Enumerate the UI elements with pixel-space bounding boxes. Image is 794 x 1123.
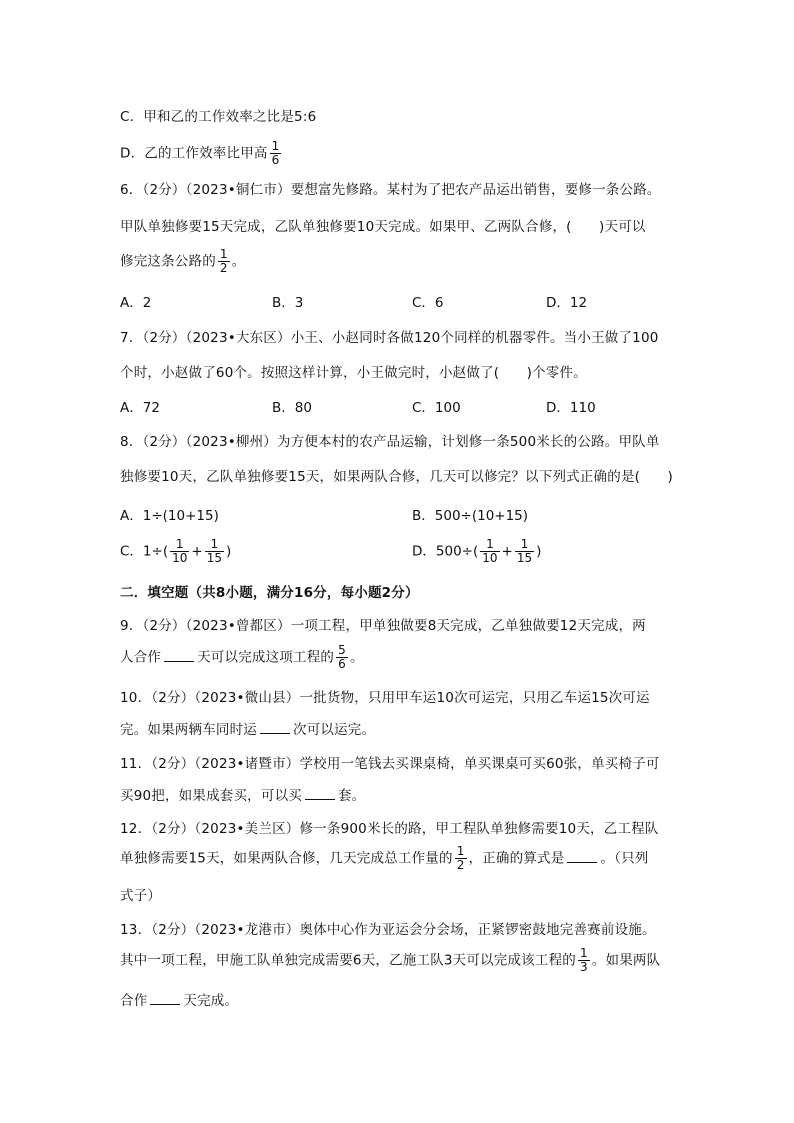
q10-line-2-end: 次可以运完。 xyxy=(293,722,376,738)
q11-line-2 xyxy=(120,784,365,804)
q8-option-d xyxy=(412,538,541,565)
q10-line-2 xyxy=(120,718,375,738)
q7-line-1: 7．（2分）（2023•大东区）小王、小赵同时各做120个同样的机器零件。当小王做了100 xyxy=(120,330,659,346)
q6-option-a: A．2 xyxy=(120,295,152,311)
section-heading: 二．填空题（共8小题，满分16分，每小题2分） xyxy=(120,585,419,601)
q13-line-3-end: 天完成。 xyxy=(183,993,239,1009)
q12-line-3: 式子） xyxy=(120,888,162,904)
q12-line-2-text: 单独修需要15天，如果两队合修，几天完成总工作量的 xyxy=(120,850,453,867)
q13-line-3-text: 合作 xyxy=(120,993,148,1009)
fraction-denominator: 10 xyxy=(482,551,498,565)
q11-line-1: 11．（2分）（2023•诸暨市）学校用一笔钱去买课桌椅，单买课桌可买60张，单买椅子可 xyxy=(120,756,660,772)
fraction-numerator: 1 xyxy=(271,139,280,153)
q5-option-d-fraction xyxy=(270,140,282,167)
q9-fraction xyxy=(336,644,348,671)
fraction-denominator: 2 xyxy=(456,858,465,872)
q6-line-3-end: 。 xyxy=(231,253,246,270)
q6-option-c: C．6 xyxy=(412,295,444,311)
answer-blank[interactable] xyxy=(150,993,180,1005)
q7-option-a: A．72 xyxy=(120,400,160,416)
q7-line-2: 个时，小赵做了60个。按照这样计算，小王做完时，小赵做了( )个零件。 xyxy=(120,365,587,381)
q8-option-a: A．1÷(10+15) xyxy=(120,508,219,524)
fraction-numerator: 1 xyxy=(456,844,465,858)
fraction-numerator: 1 xyxy=(515,538,534,552)
q5-option-d xyxy=(120,140,283,167)
fraction xyxy=(480,538,499,565)
q9-line-1: 9．（2分）（2023•曾都区）一项工程，甲单独做要8天完成，乙单独做要12天完成，两 xyxy=(120,618,646,634)
q8-option-b: B．500÷(10+15) xyxy=(412,508,529,524)
fraction-numerator: 1 xyxy=(219,247,228,261)
q13-fraction xyxy=(578,947,590,974)
fraction xyxy=(170,538,189,565)
fraction-numerator: 1 xyxy=(480,538,499,552)
q8-line-2: 独修要10天，乙队单独修要15天，如果两队合修，几天可以修完？以下列式正确的是( ) xyxy=(120,469,673,485)
q12-line-1: 12．（2分）（2023•美兰区）修一条900米长的路，甲工程队单独修需要10天，乙工程队 xyxy=(120,821,659,837)
q12-line-2-mid: ，正确的算式是 xyxy=(468,850,565,867)
fraction-denominator: 6 xyxy=(338,657,346,671)
q13-line-1: 13．（2分）（2023•龙港市）奥体中心作为亚运会分会场，正紧锣密鼓地完善赛前设施。 xyxy=(120,922,656,938)
q12-line-2 xyxy=(120,845,649,872)
q6-line-3-text: 修完这条公路的 xyxy=(120,253,216,270)
q5-option-d-text: D．乙的工作效率比甲高 xyxy=(120,145,268,162)
q9-line-2-mid: 天可以完成这项工程的 xyxy=(197,649,335,666)
q7-option-d: D．110 xyxy=(546,400,596,416)
fraction-numerator: 1 xyxy=(170,538,189,552)
fraction-denominator: 6 xyxy=(271,153,280,167)
answer-blank[interactable] xyxy=(164,650,194,662)
q6-option-b: B．3 xyxy=(272,295,304,311)
fraction xyxy=(515,538,534,565)
q5-option-c: C．甲和乙的工作效率之比是5:6 xyxy=(120,109,317,125)
q6-option-d: D．12 xyxy=(546,295,588,311)
q6-fraction xyxy=(218,248,230,275)
q9-line-2-text: 人合作 xyxy=(120,649,162,666)
q13-line-2-text: 其中一项工程，甲施工队单独完成需要6天，乙施工队3天可以完成该工程的 xyxy=(120,952,576,969)
fraction xyxy=(205,538,224,565)
q10-line-2-text: 完。如果两辆车同时运 xyxy=(120,722,257,738)
q9-line-2 xyxy=(120,644,364,671)
fraction-denominator: 2 xyxy=(219,261,228,275)
fraction-denominator: 15 xyxy=(206,551,222,565)
q7-option-b: B．80 xyxy=(272,400,312,416)
q10-line-1: 10．（2分）（2023•微山县）一批货物，只用甲车运10次可运完，只用乙车运15次可运 xyxy=(120,690,650,706)
q7-option-c: C．100 xyxy=(412,400,461,416)
close-paren: ) xyxy=(225,543,232,560)
q9-line-2-end: 。 xyxy=(349,649,364,666)
plus-sign: + xyxy=(191,543,203,560)
q11-line-2-text: 买90把，如果成套买，可以买 xyxy=(120,788,302,804)
q8-line-1: 8．（2分）（2023•柳州）为方便本村的农产品运输，计划修一条500米长的公路。甲队单 xyxy=(120,434,660,450)
q13-line-2-end: 。如果两队 xyxy=(591,952,661,969)
q12-fraction xyxy=(455,845,467,872)
q8-option-c-text: C．1÷( xyxy=(120,543,169,560)
q8-option-d-text: D．500÷( xyxy=(412,543,479,560)
plus-sign: + xyxy=(501,543,513,560)
fraction-numerator: 1 xyxy=(205,538,224,552)
fraction-numerator: 5 xyxy=(338,643,346,657)
answer-blank[interactable] xyxy=(305,788,335,800)
q12-line-2-end: 。（只列 xyxy=(600,850,649,867)
close-paren: ) xyxy=(536,543,542,560)
fraction-numerator: 1 xyxy=(579,946,588,960)
answer-blank[interactable] xyxy=(260,722,290,734)
q6-line-3 xyxy=(120,248,245,275)
q11-line-2-end: 套。 xyxy=(337,788,366,804)
q6-line-1: 6．（2分）（2023•铜仁市）要想富先修路。某村为了把农产品运出销售，要修一条公路。 xyxy=(120,182,661,198)
answer-blank[interactable] xyxy=(567,851,597,863)
q6-line-2: 甲队单独修要15天完成，乙队单独修要10天完成。如果甲、乙两队合修，( )天可以 xyxy=(120,219,646,235)
fraction-denominator: 10 xyxy=(172,551,188,565)
q8-option-c xyxy=(120,538,231,565)
fraction-denominator: 3 xyxy=(579,960,588,974)
q13-line-2 xyxy=(120,947,660,974)
fraction-denominator: 15 xyxy=(516,551,533,565)
q13-line-3 xyxy=(120,989,238,1009)
